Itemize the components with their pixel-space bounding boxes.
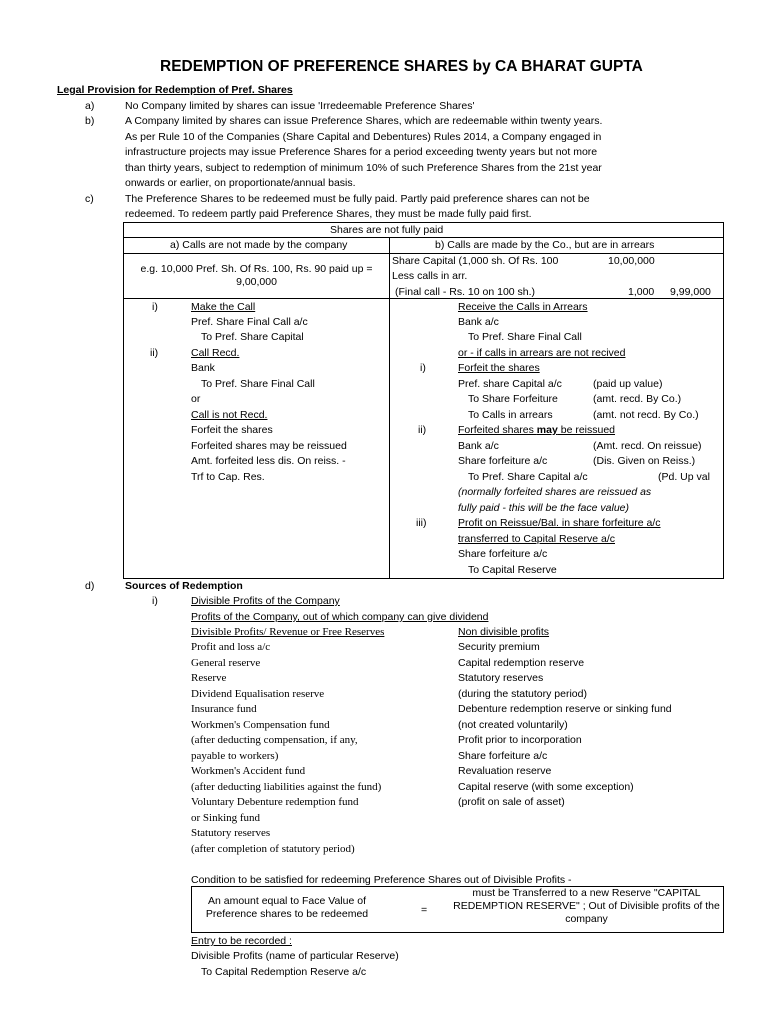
non-divisible-item: Statutory reserves	[458, 672, 544, 684]
sources-heading: Sources of Redemption	[125, 580, 243, 592]
provision-b-line: onwards or earlier, on proportionate/annual basis.	[125, 177, 356, 189]
forfeited-may-be-reissued: Forfeited shares may be reissued	[458, 424, 616, 436]
divisible-item: Profit and loss a/c	[191, 641, 271, 653]
right-entry-line: To Share Forfeiture	[468, 393, 558, 405]
right-entry-line: Bank a/c	[458, 440, 499, 452]
right-example-amount3: 9,99,000	[670, 286, 711, 298]
provision-c-line: The Preference Shares to be redeemed must be fully paid. Partly paid preference shares can not be	[125, 193, 590, 205]
make-the-call: Make the Call	[191, 301, 256, 313]
provision-c-label: c)	[85, 193, 94, 205]
divisible-item: or Sinking fund	[191, 812, 261, 824]
right-example-line2: Less calls in arr.	[392, 270, 468, 282]
non-divisible-item: (during the statutory period)	[458, 688, 587, 700]
left-step-ii: ii)	[150, 347, 159, 359]
non-divisible-item: (profit on sale of asset)	[458, 796, 565, 808]
right-entry-note: (amt. not recd. By Co.)	[593, 409, 699, 421]
divisible-item: Workmen's Compensation fund	[191, 719, 330, 731]
condition-right: must be Transferred to a new Reserve "CAPITAL REDEMPTION RESERVE" ; Out of Divisible profits of the company	[453, 887, 720, 925]
non-divisible-item: Profit prior to incorporation	[458, 734, 582, 746]
divisible-item: Statutory reserves	[191, 827, 271, 839]
right-entry-note: (amt. recd. By Co.)	[593, 393, 682, 405]
right-example-amount1: 10,00,000	[608, 255, 655, 267]
right-example-line3: (Final call - Rs. 10 on 100 sh.)	[395, 286, 536, 298]
transferred-capital-reserve: transferred to Capital Reserve a/c	[458, 533, 615, 545]
right-entry-line: To Capital Reserve	[468, 564, 557, 576]
right-example-line1: Share Capital (1,000 sh. Of Rs. 100	[392, 255, 559, 267]
left-step-i: i)	[152, 301, 158, 313]
reissue-italic-note: (normally forfeited shares are reissued as	[458, 486, 652, 498]
left-example: e.g. 10,000 Pref. Sh. Of Rs. 100, Rs. 90 paid up = 9,00,000	[140, 263, 373, 288]
right-entry-line: Pref. share Capital a/c	[458, 378, 562, 390]
right-entry-note: (Amt. recd. On reissue)	[593, 440, 702, 452]
provision-b-line: A Company limited by shares can issue Preference Shares, which are redeemable within twenty years.	[125, 115, 603, 127]
forfeit-the-shares: Forfeit the shares	[458, 362, 540, 374]
divisible-item: Insurance fund	[191, 703, 257, 715]
right-entry-note: (paid up value)	[593, 378, 663, 390]
left-entry-line: To Pref. Share Final Call	[201, 378, 315, 390]
divisible-column-head: Divisible Profits/ Revenue or Free Reserves	[191, 626, 385, 638]
entry-heading: Entry to be recorded :	[191, 935, 292, 947]
divisible-item: Workmen's Accident fund	[191, 765, 306, 777]
provision-b-line: than thirty years, subject to redemption of minimum 10% of such Preference Shares from the 21st year	[125, 162, 602, 174]
right-entry-note: (Pd. Up val	[658, 471, 710, 483]
non-divisible-column-head: Non divisible profits	[458, 626, 550, 638]
divisible-item: Reserve	[191, 672, 227, 684]
divisible-item: General reserve	[191, 657, 261, 669]
divisible-profits-desc: Profits of the Company, out of which company can give dividend	[191, 611, 489, 623]
left-column-head: a) Calls are not made by the company	[170, 239, 348, 251]
non-divisible-item: (not created voluntarily)	[458, 719, 568, 731]
right-entry-line: To Pref. Share Final Call	[468, 331, 582, 343]
left-entry-line: To Pref. Share Capital	[201, 331, 304, 343]
table-header: Shares are not fully paid	[330, 224, 444, 236]
right-step-i: i)	[420, 362, 426, 374]
left-entry-line: Forfeited shares may be reissued	[191, 440, 347, 452]
provision-a-text: No Company limited by shares can issue 'Irredeemable Preference Shares'	[125, 100, 475, 112]
condition-text: Condition to be satisfied for redeeming Preference Shares out of Divisible Profits -	[191, 874, 572, 886]
right-entry-line: Bank a/c	[458, 316, 499, 328]
right-step-ii: ii)	[418, 424, 427, 436]
provision-b-label: b)	[85, 115, 95, 127]
profit-on-reissue: Profit on Reissue/Bal. in share forfeiture a/c	[458, 517, 661, 529]
provision-b-line: As per Rule 10 of the Companies (Share Capital and Debentures) Rules 2014, a Company engaged in	[125, 131, 602, 143]
divisible-item: Dividend Equalisation reserve	[191, 688, 325, 700]
entry-line: To Capital Redemption Reserve a/c	[201, 966, 367, 978]
provision-a-label: a)	[85, 100, 95, 112]
divisible-item: (after deducting compensation, if any,	[191, 734, 358, 746]
sources-label: d)	[85, 580, 95, 592]
provision-b-line: infrastructure projects may issue Preference Shares for a period exceeding twenty years but not more	[125, 146, 598, 158]
divisible-item: Voluntary Debenture redemption fund	[191, 796, 359, 808]
left-entry-line: Pref. Share Final Call a/c	[191, 316, 308, 328]
right-example-amount2: 1,000	[628, 286, 655, 298]
right-step-iii: iii)	[416, 517, 427, 529]
left-entry-line: or	[191, 393, 201, 405]
receive-calls-arrears: Receive the Calls in Arrears	[458, 301, 588, 313]
non-divisible-item: Capital reserve (with some exception)	[458, 781, 634, 793]
provision-c-line: redeemed. To redeem partly paid Preference Shares, they must be made fully paid first.	[125, 208, 532, 220]
reissue-italic-note: fully paid - this will be the face value)	[458, 502, 629, 514]
left-entry-line: Bank	[191, 362, 215, 374]
non-divisible-item: Revaluation reserve	[458, 765, 552, 777]
divisible-item: payable to workers)	[191, 750, 279, 762]
left-entry-line: Amt. forfeited less dis. On reiss. -	[191, 455, 346, 467]
right-entry-line: To Pref. Share Capital a/c	[468, 471, 588, 483]
left-entry-line: Forfeit the shares	[191, 424, 273, 436]
call-recd: Call Recd.	[191, 347, 240, 359]
non-divisible-item: Share forfeiture a/c	[458, 750, 548, 762]
divisible-item: (after deducting liabilities against the fund)	[191, 781, 382, 793]
non-divisible-item: Debenture redemption reserve or sinking fund	[458, 703, 672, 715]
sources-step-i: i)	[152, 595, 158, 607]
legal-provision-heading: Legal Provision for Redemption of Pref. Shares	[57, 84, 293, 96]
right-entry-line: Share forfeiture a/c	[458, 548, 548, 560]
right-entry-line: To Calls in arrears	[468, 409, 553, 421]
divisible-profits-heading: Divisible Profits of the Company	[191, 595, 340, 607]
left-entry-line: Trf to Cap. Res.	[191, 471, 265, 483]
right-entry-line: Share forfeiture a/c	[458, 455, 548, 467]
call-not-recd: Call is not Recd.	[191, 409, 268, 421]
divisible-item: (after completion of statutory period)	[191, 843, 355, 855]
condition-left: An amount equal to Face Value of Preference shares to be redeemed	[205, 895, 369, 920]
page-title: REDEMPTION OF PREFERENCE SHARES by CA BHARAT GUPTA	[160, 58, 643, 75]
right-column-head: b) Calls are made by the Co., but are in arrears	[435, 239, 655, 251]
calls-not-received: or - if calls in arrears are not recived	[458, 347, 626, 359]
non-divisible-item: Capital redemption reserve	[458, 657, 585, 669]
entry-line: Divisible Profits (name of particular Reserve)	[191, 950, 399, 962]
non-divisible-item: Security premium	[458, 641, 540, 653]
condition-equals: =	[421, 904, 428, 916]
right-entry-note: (Dis. Given on Reiss.)	[593, 455, 696, 467]
